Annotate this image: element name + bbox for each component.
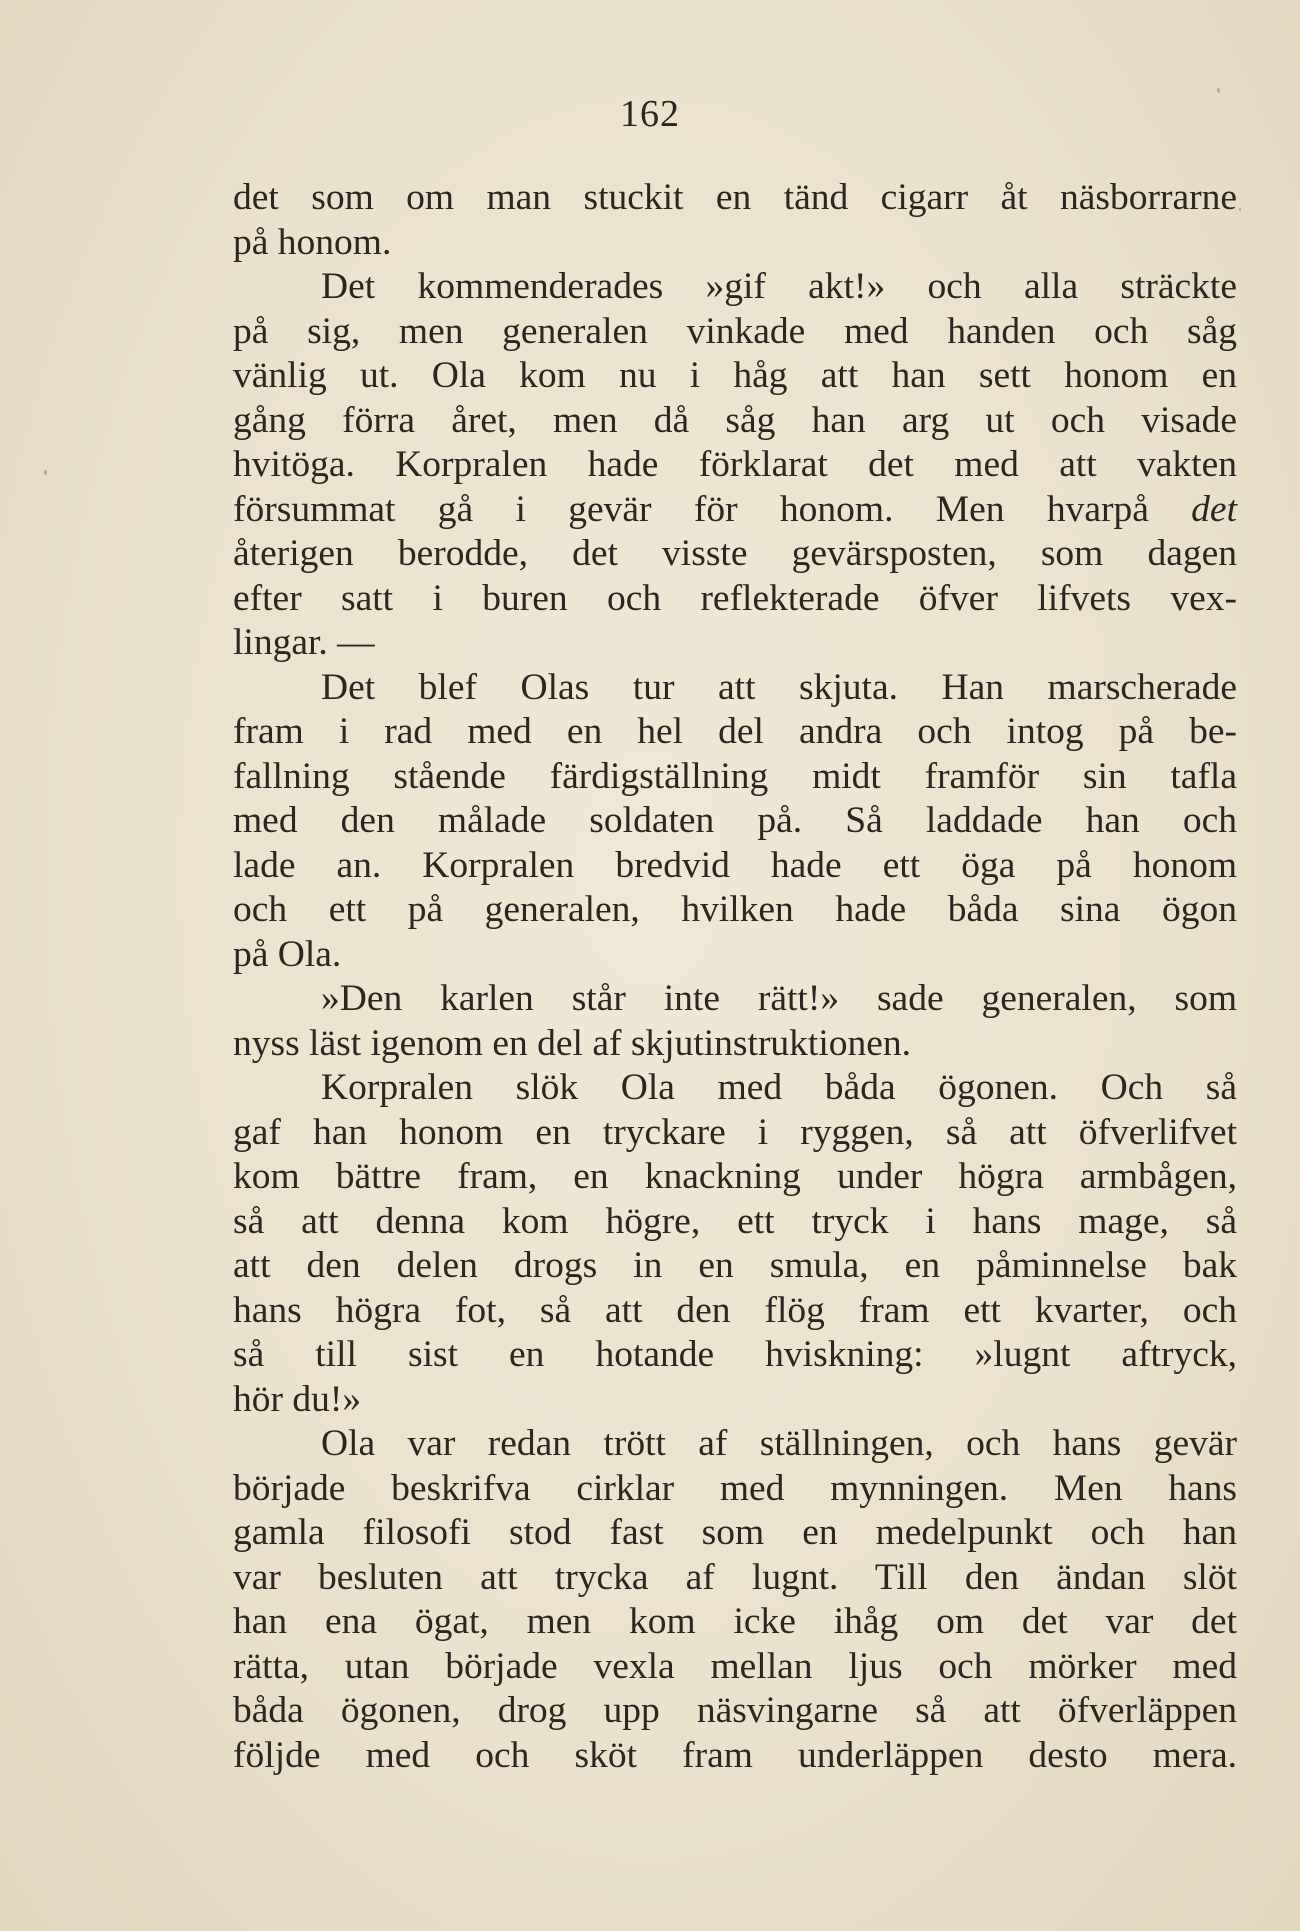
text-line: rätta, utan började vexla mellan ljus och mörker med [233,1645,1237,1687]
text-line: med den målade soldaten på. Så laddade han och [233,800,1237,841]
text-line: så till sist en hotande hviskning: »lugnt aftryck, [233,1334,1237,1375]
text-line: återigen berodde, det visste gevärsposten, som dagen [233,533,1237,574]
text-line: gamla filosofi stod fast som en medelpunkt och han [233,1512,1237,1553]
text-line: fallning stående färdigställning midt framför sin tafla [233,755,1237,797]
text-line: båda ögonen, drog upp näsvingarne så att öfverläppen [233,1690,1237,1731]
text-line-segment: försummat gå i gevär för honom. Men hvarpå [233,488,1192,530]
text-line: nyss läst igenom en del af skjutinstruktionen. [233,1022,912,1064]
text-line: Ola var redan trött af ställningen, och hans gevär [321,1423,1237,1464]
page-number: 162 [620,93,680,135]
text-line [233,488,1237,533]
text-line: på sig, men generalen vinkade med handen och såg [233,310,1237,352]
text-line: så att denna kom högre, ett tryck i hans mage, så [233,1200,1237,1242]
text-line: hör du!» [233,1378,362,1420]
text-line: han ena ögat, men kom icke ihåg om det var det [233,1601,1237,1642]
italic-word: det [1191,488,1237,530]
text-line: efter satt i buren och reflekterade öfver lifvets vex- [233,577,1237,619]
text-line: lingar. — [233,622,375,663]
text-line: följde med och sköt fram underläppen desto mera. [233,1734,1237,1776]
text-line: började beskrifva cirklar med mynningen. Men hans [233,1467,1237,1509]
text-line: kom bättre fram, en knackning under högra armbågen, [233,1156,1237,1197]
text-line: på honom. [233,221,392,263]
text-line: gaf han honom en tryckare i ryggen, så att öfverlifvet [233,1111,1237,1153]
text-line: gång förra året, men då såg han arg ut och visade [233,399,1237,441]
text-line: att den delen drogs in en smula, en påminnelse bak [233,1245,1237,1286]
text-line: och ett på generalen, hvilken hade båda sina ögon [233,889,1237,930]
text-line: hans högra fot, så att den flög fram ett kvarter, och [233,1289,1237,1331]
body-text [233,176,1237,1778]
text-line: fram i rad med en hel del andra och intog på be- [233,711,1237,752]
paper-speck [1239,208,1241,211]
text-line: var besluten att trycka af lugnt. Till den ändan slöt [233,1556,1237,1598]
paper-speck [1217,88,1220,93]
paper-speck [44,470,47,475]
text-line: »Den karlen står inte rätt!» sade generalen, som [321,978,1237,1019]
text-line: Det kommenderades »gif akt!» och alla sträckte [321,266,1237,307]
text-line: det som om man stuckit en tänd cigarr åt näsborrarne [233,177,1237,218]
text-line: hvitöga. Korpralen hade förklarat det med att vakten [233,444,1237,485]
text-line: på Ola. [233,933,342,975]
text-line: vänlig ut. Ola kom nu i håg att han sett honom en [233,355,1237,396]
text-line: Korpralen slök Ola med båda ögonen. Och så [321,1067,1237,1108]
text-line: lade an. Korpralen bredvid hade ett öga på honom [233,844,1237,886]
text-line: Det blef Olas tur att skjuta. Han marscherade [321,666,1237,708]
